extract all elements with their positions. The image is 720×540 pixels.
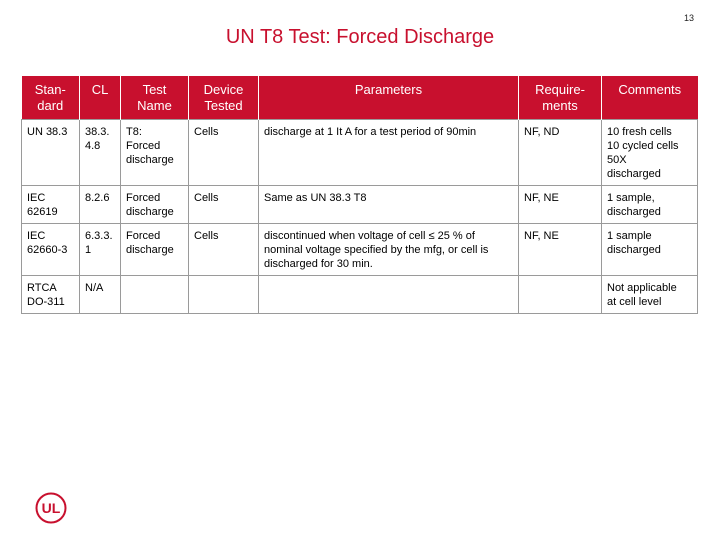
cell-test-name: T8: Forced discharge xyxy=(121,120,189,186)
cell-standard: RTCA DO-311 xyxy=(22,276,80,314)
cell-requirements xyxy=(519,276,602,314)
cell-requirements: NF, NE xyxy=(519,224,602,276)
table-header-row xyxy=(22,76,698,120)
cell-device-tested: Cells xyxy=(189,186,259,224)
cell-parameters: discontinued when voltage of cell ≤ 25 % of nominal voltage specified by the mfg, or cell is discharged for 30 min. xyxy=(259,224,519,276)
table-row xyxy=(22,224,698,276)
cell-requirements: NF, NE xyxy=(519,186,602,224)
page-number: 13 xyxy=(683,13,694,23)
cell-cl: N/A xyxy=(80,276,121,314)
cell-comments: 10 fresh cells 10 cycled cells 50X discharged xyxy=(602,120,698,186)
header-cl xyxy=(80,76,121,120)
cell-parameters xyxy=(259,276,519,314)
ul-logo xyxy=(35,492,67,524)
cell-device-tested xyxy=(189,276,259,314)
cell-parameters: discharge at 1 It A for a test period of 90min xyxy=(259,120,519,186)
header-label: Stan- dard xyxy=(34,82,66,113)
cell-parameters: Same as UN 38.3 T8 xyxy=(259,186,519,224)
header-label: Test Name xyxy=(137,82,172,113)
table-row xyxy=(22,276,698,314)
ul-logo-text: UL xyxy=(41,500,61,516)
header-label: Parameters xyxy=(354,82,423,97)
cell-standard: UN 38.3 xyxy=(22,120,80,186)
header-label: Device Tested xyxy=(203,82,244,113)
cell-device-tested: Cells xyxy=(189,224,259,276)
cell-cl: 38.3. 4.8 xyxy=(80,120,121,186)
header-standard xyxy=(22,76,80,120)
cell-standard: IEC 62660-3 xyxy=(22,224,80,276)
cell-comments: 1 sample, discharged xyxy=(602,186,698,224)
cell-device-tested: Cells xyxy=(189,120,259,186)
header-parameters xyxy=(259,76,519,120)
table-row xyxy=(22,120,698,186)
cell-test-name: Forced discharge xyxy=(121,186,189,224)
header-requirements xyxy=(519,76,602,120)
header-label: Comments xyxy=(618,82,682,97)
header-label: Require- ments xyxy=(535,82,585,113)
header-comments xyxy=(602,76,698,120)
cell-standard: IEC 62619 xyxy=(22,186,80,224)
cell-test-name xyxy=(121,276,189,314)
cell-comments: 1 sample discharged xyxy=(602,224,698,276)
cell-cl: 6.3.3. 1 xyxy=(80,224,121,276)
test-spec-table xyxy=(21,76,698,314)
cell-cl: 8.2.6 xyxy=(80,186,121,224)
header-test-name xyxy=(121,76,189,120)
cell-test-name: Forced discharge xyxy=(121,224,189,276)
cell-comments: Not applicable at cell level xyxy=(602,276,698,314)
table-row xyxy=(22,186,698,224)
page-title: UN T8 Test: Forced Discharge xyxy=(225,26,495,48)
header-label: CL xyxy=(91,82,109,97)
header-device-tested xyxy=(189,76,259,120)
cell-requirements: NF, ND xyxy=(519,120,602,186)
